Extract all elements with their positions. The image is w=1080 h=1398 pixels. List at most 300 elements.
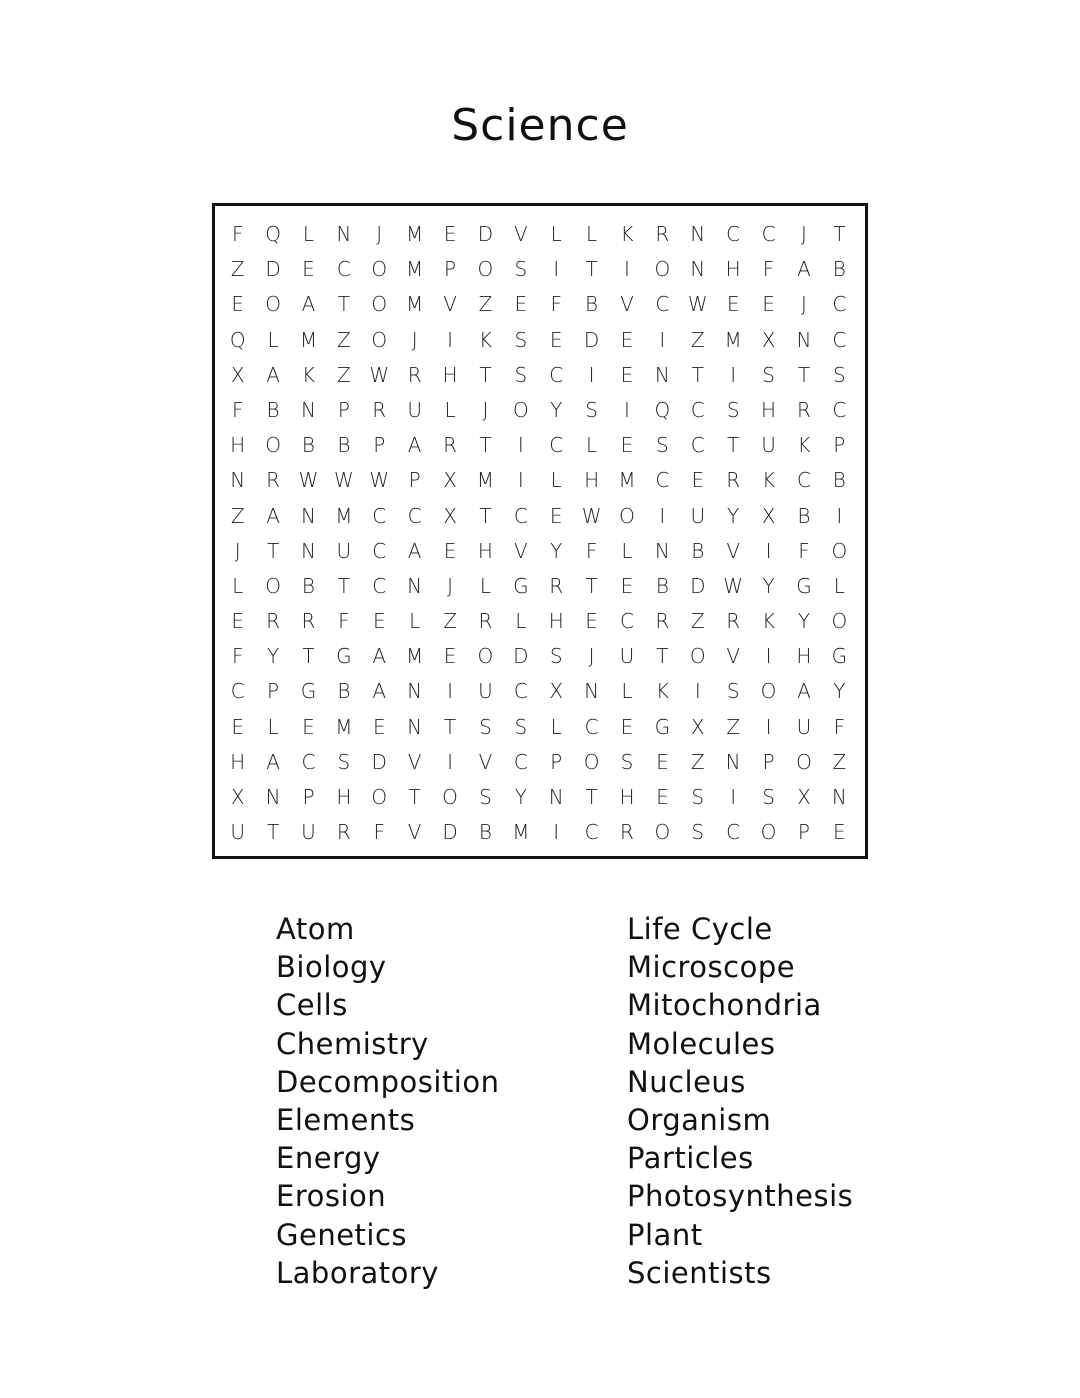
grid-letter[interactable]: B	[655, 573, 669, 598]
grid-letter[interactable]: C	[726, 820, 741, 845]
grid-letter[interactable]: S	[726, 679, 740, 704]
grid-letter[interactable]: D	[265, 257, 281, 282]
grid-letter[interactable]: G	[336, 644, 352, 669]
grid-letter[interactable]: E	[656, 785, 669, 809]
grid-letter[interactable]: I	[447, 749, 453, 774]
grid-letter[interactable]: E	[231, 714, 245, 739]
grid-letter[interactable]: K	[301, 362, 316, 387]
grid-letter[interactable]: F	[338, 609, 350, 634]
grid-letter[interactable]: I	[517, 468, 524, 493]
grid-letter[interactable]: L	[550, 468, 562, 493]
grid-letter[interactable]: T	[727, 433, 740, 458]
grid-letter[interactable]: A	[372, 679, 387, 704]
grid-letter[interactable]: V	[726, 644, 740, 669]
grid-letter[interactable]: S	[620, 749, 634, 774]
grid-letter[interactable]: O	[265, 433, 281, 458]
grid-letter[interactable]: X	[230, 362, 245, 387]
grid-letter[interactable]: N	[654, 362, 670, 387]
grid-letter[interactable]: T	[266, 538, 280, 563]
grid-letter[interactable]: L	[232, 573, 244, 598]
grid-letter[interactable]: I	[765, 538, 772, 563]
grid-letter[interactable]: P	[408, 468, 421, 493]
grid-letter[interactable]: V	[443, 292, 457, 317]
grid-letter[interactable]: P	[550, 749, 563, 774]
grid-letter[interactable]: S	[549, 644, 563, 669]
grid-letter[interactable]: C	[549, 433, 564, 458]
grid-letter[interactable]: X	[443, 468, 457, 493]
grid-letter[interactable]: C	[372, 538, 387, 563]
grid-letter[interactable]: X	[549, 679, 564, 704]
grid-letter[interactable]: Z	[230, 503, 245, 528]
grid-letter[interactable]: O	[265, 292, 281, 317]
grid-letter[interactable]: J	[411, 327, 418, 352]
grid-letter[interactable]: A	[407, 538, 422, 563]
grid-letter[interactable]: T	[337, 573, 350, 598]
grid-letter[interactable]: O	[265, 573, 281, 598]
grid-letter[interactable]: E	[762, 292, 775, 317]
grid-letter[interactable]: Y	[727, 503, 740, 528]
grid-letter[interactable]: Z	[443, 609, 457, 634]
grid-letter[interactable]: T	[479, 503, 492, 528]
grid-letter[interactable]: H	[230, 433, 246, 458]
grid-letter[interactable]: N	[336, 222, 352, 246]
grid-letter[interactable]: T	[585, 573, 598, 598]
grid-letter[interactable]: S	[479, 714, 492, 739]
grid-letter[interactable]: I	[694, 679, 701, 704]
grid-letter[interactable]: N	[300, 397, 316, 422]
grid-letter[interactable]: R	[301, 609, 316, 634]
grid-letter[interactable]: C	[372, 573, 387, 598]
grid-letter[interactable]: S	[514, 362, 528, 387]
grid-letter[interactable]: C	[407, 503, 422, 528]
grid-letter[interactable]: E	[726, 292, 740, 317]
grid-letter[interactable]: V	[620, 292, 634, 317]
grid-letter[interactable]: L	[550, 714, 562, 739]
grid-letter[interactable]: L	[515, 609, 527, 634]
grid-letter[interactable]: A	[266, 503, 280, 528]
grid-letter[interactable]: H	[336, 785, 352, 809]
grid-letter[interactable]: V	[513, 538, 528, 563]
grid-letter[interactable]: R	[443, 433, 457, 458]
grid-letter[interactable]: U	[761, 433, 776, 458]
grid-letter[interactable]: E	[585, 609, 598, 634]
grid-letter[interactable]: M	[724, 327, 742, 352]
grid-letter[interactable]: S	[762, 362, 775, 387]
grid-letter[interactable]: X	[230, 785, 245, 809]
grid-letter[interactable]: E	[620, 714, 634, 739]
grid-letter[interactable]: O	[442, 785, 458, 809]
grid-letter[interactable]: R	[266, 468, 281, 493]
grid-letter[interactable]: C	[372, 503, 387, 528]
grid-letter[interactable]: H	[230, 749, 246, 774]
grid-letter[interactable]: H	[725, 257, 741, 282]
grid-letter[interactable]: O	[371, 785, 388, 809]
grid-letter[interactable]: V	[407, 820, 422, 845]
grid-letter[interactable]: N	[831, 785, 847, 809]
grid-letter[interactable]: O	[371, 292, 388, 317]
grid-letter[interactable]: U	[690, 503, 706, 528]
grid-letter[interactable]: B	[337, 679, 351, 704]
grid-letter[interactable]: H	[477, 538, 493, 563]
grid-letter[interactable]: U	[619, 644, 635, 669]
grid-letter[interactable]: M	[512, 820, 530, 845]
grid-letter[interactable]: W	[369, 468, 390, 493]
grid-letter[interactable]: Q	[654, 397, 671, 422]
grid-letter[interactable]: E	[620, 433, 634, 458]
grid-letter[interactable]: K	[797, 433, 811, 458]
grid-letter[interactable]: K	[761, 609, 776, 634]
grid-letter[interactable]: U	[336, 538, 352, 563]
grid-letter[interactable]: A	[407, 433, 422, 458]
grid-letter[interactable]: A	[301, 292, 316, 317]
grid-letter[interactable]: O	[371, 327, 388, 352]
grid-letter[interactable]: E	[833, 820, 846, 845]
grid-letter[interactable]: N	[300, 503, 316, 528]
grid-letter[interactable]: E	[620, 573, 634, 598]
grid-letter[interactable]: J	[482, 397, 489, 422]
grid-letter[interactable]: I	[588, 362, 595, 387]
grid-letter[interactable]: I	[765, 644, 772, 669]
grid-letter[interactable]: K	[761, 468, 776, 493]
grid-letter[interactable]: E	[231, 609, 245, 634]
grid-letter[interactable]: F	[833, 714, 846, 739]
grid-letter[interactable]: O	[654, 820, 671, 845]
grid-letter[interactable]: B	[585, 292, 599, 317]
grid-letter[interactable]: D	[513, 644, 529, 669]
grid-letter[interactable]: O	[477, 644, 494, 669]
grid-letter[interactable]: C	[832, 292, 847, 317]
grid-letter[interactable]: B	[301, 433, 316, 458]
grid-letter[interactable]: N	[548, 785, 564, 809]
grid-letter[interactable]: P	[797, 820, 810, 845]
grid-letter[interactable]: D	[477, 222, 494, 246]
grid-letter[interactable]: F	[798, 538, 810, 563]
grid-letter[interactable]: U	[796, 714, 812, 739]
grid-letter[interactable]: E	[302, 714, 315, 739]
grid-letter[interactable]: P	[833, 433, 846, 458]
grid-letter[interactable]: C	[655, 468, 670, 493]
grid-letter[interactable]: M	[618, 468, 636, 493]
grid-letter[interactable]: Z	[690, 749, 705, 774]
grid-letter[interactable]: Z	[690, 327, 705, 352]
grid-letter[interactable]: L	[621, 679, 633, 704]
grid-letter[interactable]: X	[690, 714, 705, 739]
grid-letter[interactable]: I	[447, 679, 453, 704]
grid-letter[interactable]: J	[800, 222, 807, 246]
grid-letter[interactable]: T	[479, 362, 492, 387]
grid-letter[interactable]: O	[760, 679, 777, 704]
grid-letter[interactable]: A	[372, 644, 387, 669]
grid-letter[interactable]: L	[586, 433, 598, 458]
grid-letter[interactable]: P	[373, 433, 386, 458]
grid-letter[interactable]: A	[797, 679, 811, 704]
grid-letter[interactable]: S	[726, 397, 740, 422]
grid-letter[interactable]: Z	[726, 714, 741, 739]
grid-letter[interactable]: G	[654, 714, 671, 739]
grid-letter[interactable]: B	[691, 538, 705, 563]
grid-letter[interactable]: E	[549, 327, 563, 352]
grid-letter[interactable]: R	[478, 609, 493, 634]
grid-letter[interactable]: T	[833, 222, 846, 246]
grid-letter[interactable]: I	[624, 257, 630, 282]
grid-letter[interactable]: F	[231, 222, 244, 246]
grid-letter[interactable]: S	[514, 327, 528, 352]
grid-letter[interactable]: T	[691, 362, 704, 387]
grid-letter[interactable]: D	[442, 820, 458, 845]
grid-letter[interactable]: O	[512, 397, 529, 422]
grid-letter[interactable]: I	[730, 362, 737, 387]
grid-letter[interactable]: N	[300, 538, 316, 563]
grid-letter[interactable]: P	[337, 397, 350, 422]
grid-letter[interactable]: S	[337, 749, 351, 774]
grid-letter[interactable]: G	[300, 679, 317, 704]
grid-letter[interactable]: R	[266, 609, 281, 634]
grid-letter[interactable]: P	[302, 785, 315, 809]
grid-letter[interactable]: E	[372, 714, 386, 739]
grid-letter[interactable]: Z	[337, 327, 351, 352]
grid-letter[interactable]: F	[585, 538, 598, 563]
grid-letter[interactable]: A	[266, 749, 280, 774]
grid-letter[interactable]: G	[796, 573, 812, 598]
grid-letter[interactable]: F	[231, 644, 244, 669]
grid-letter[interactable]: W	[723, 573, 744, 598]
grid-letter[interactable]: S	[479, 785, 492, 809]
grid-letter[interactable]: R	[336, 820, 351, 845]
grid-letter[interactable]: H	[548, 609, 564, 634]
grid-letter[interactable]: S	[514, 257, 528, 282]
grid-letter[interactable]: M	[335, 503, 353, 528]
grid-letter[interactable]: M	[406, 257, 424, 282]
grid-letter[interactable]: N	[690, 222, 706, 246]
grid-letter[interactable]: C	[796, 468, 811, 493]
grid-letter[interactable]: E	[620, 362, 634, 387]
grid-letter[interactable]: R	[796, 397, 811, 422]
grid-letter[interactable]: D	[583, 327, 600, 352]
grid-letter[interactable]: R	[620, 820, 634, 845]
grid-letter[interactable]: C	[230, 679, 245, 704]
grid-letter[interactable]: G	[513, 573, 529, 598]
grid-letter[interactable]: E	[231, 292, 245, 317]
grid-letter[interactable]: Y	[550, 538, 563, 563]
grid-letter[interactable]: I	[659, 503, 666, 528]
grid-letter[interactable]: Y	[266, 644, 280, 669]
grid-letter[interactable]: L	[621, 538, 633, 563]
grid-letter[interactable]: L	[267, 327, 279, 352]
grid-letter[interactable]: H	[584, 468, 600, 493]
grid-letter[interactable]: L	[409, 609, 421, 634]
grid-letter[interactable]: S	[832, 362, 846, 387]
grid-letter[interactable]: C	[513, 503, 528, 528]
grid-letter[interactable]: R	[549, 573, 564, 598]
grid-letter[interactable]: W	[581, 503, 602, 528]
grid-letter[interactable]: I	[553, 820, 560, 845]
grid-letter[interactable]: Y	[833, 679, 846, 704]
grid-letter[interactable]: R	[655, 222, 670, 246]
grid-letter[interactable]: Y	[762, 573, 775, 598]
grid-letter[interactable]: S	[656, 433, 669, 458]
grid-letter[interactable]: I	[553, 257, 560, 282]
grid-letter[interactable]: U	[230, 820, 246, 845]
grid-letter[interactable]: L	[302, 222, 315, 246]
grid-letter[interactable]: P	[762, 749, 775, 774]
grid-letter[interactable]: N	[796, 327, 812, 352]
grid-letter[interactable]: A	[266, 362, 280, 387]
grid-letter[interactable]: T	[479, 433, 492, 458]
grid-letter[interactable]: N	[725, 749, 741, 774]
grid-letter[interactable]: N	[230, 468, 246, 493]
grid-letter[interactable]: M	[299, 327, 318, 352]
grid-letter[interactable]: S	[762, 785, 775, 809]
grid-letter[interactable]: W	[369, 362, 390, 387]
grid-letter[interactable]: L	[444, 397, 456, 422]
grid-letter[interactable]: W	[687, 292, 708, 317]
grid-letter[interactable]: W	[298, 468, 319, 493]
grid-letter[interactable]: K	[620, 222, 634, 246]
grid-letter[interactable]: E	[656, 749, 669, 774]
grid-letter[interactable]: O	[654, 257, 671, 282]
grid-letter[interactable]: W	[333, 468, 354, 493]
grid-letter[interactable]: O	[371, 257, 388, 282]
grid-letter[interactable]: J	[800, 292, 807, 317]
grid-letter[interactable]: B	[832, 257, 846, 282]
grid-letter[interactable]: B	[301, 573, 316, 598]
grid-letter[interactable]: V	[513, 222, 528, 246]
grid-letter[interactable]: Q	[229, 327, 246, 352]
grid-letter[interactable]: I	[624, 397, 630, 422]
grid-letter[interactable]: C	[584, 820, 599, 845]
grid-letter[interactable]: I	[659, 327, 666, 352]
grid-letter[interactable]: Z	[832, 749, 847, 774]
grid-letter[interactable]: T	[337, 292, 350, 317]
grid-letter[interactable]: C	[726, 222, 741, 246]
grid-letter[interactable]: P	[267, 679, 280, 704]
grid-letter[interactable]: C	[549, 362, 564, 387]
grid-letter[interactable]: Y	[550, 397, 563, 422]
grid-letter[interactable]: R	[372, 397, 387, 422]
grid-letter[interactable]: O	[760, 820, 777, 845]
grid-letter[interactable]: I	[765, 714, 772, 739]
grid-letter[interactable]: T	[797, 362, 811, 387]
grid-letter[interactable]: Y	[514, 785, 527, 809]
grid-letter[interactable]: B	[797, 503, 811, 528]
grid-letter[interactable]: N	[584, 679, 600, 704]
grid-letter[interactable]: R	[407, 362, 422, 387]
grid-letter[interactable]: H	[761, 397, 777, 422]
grid-letter[interactable]: F	[231, 397, 244, 422]
grid-letter[interactable]: D	[371, 749, 387, 774]
grid-letter[interactable]: E	[549, 503, 563, 528]
grid-letter[interactable]: B	[832, 468, 846, 493]
grid-letter[interactable]: M	[476, 468, 495, 493]
grid-letter[interactable]: A	[797, 257, 811, 282]
grid-letter[interactable]: C	[301, 749, 316, 774]
grid-letter[interactable]: L	[586, 222, 598, 246]
grid-letter[interactable]: Z	[478, 292, 493, 317]
grid-letter[interactable]: U	[407, 397, 422, 422]
grid-letter[interactable]: X	[761, 503, 776, 528]
grid-letter[interactable]: L	[267, 714, 279, 739]
grid-letter[interactable]: S	[585, 397, 598, 422]
grid-letter[interactable]: C	[655, 292, 670, 317]
grid-letter[interactable]: C	[584, 714, 599, 739]
grid-letter[interactable]: L	[479, 573, 491, 598]
grid-letter[interactable]: K	[478, 327, 492, 352]
grid-letter[interactable]: J	[447, 573, 453, 598]
grid-letter[interactable]: X	[797, 785, 811, 809]
grid-letter[interactable]: P	[444, 257, 457, 282]
grid-letter[interactable]: Y	[797, 609, 811, 634]
grid-letter[interactable]: N	[265, 785, 281, 809]
grid-letter[interactable]: L	[833, 573, 845, 598]
grid-letter[interactable]: R	[726, 468, 741, 493]
grid-letter[interactable]: M	[406, 292, 424, 317]
grid-letter[interactable]: K	[655, 679, 669, 704]
grid-letter[interactable]: R	[655, 609, 670, 634]
grid-letter[interactable]: E	[372, 609, 386, 634]
grid-letter[interactable]: O	[477, 257, 494, 282]
grid-letter[interactable]: S	[691, 785, 705, 809]
grid-letter[interactable]: M	[335, 714, 353, 739]
grid-letter[interactable]: T	[266, 820, 280, 845]
grid-letter[interactable]: E	[514, 292, 528, 317]
grid-letter[interactable]: F	[762, 257, 775, 282]
grid-letter[interactable]: J	[588, 644, 595, 669]
grid-letter[interactable]: B	[478, 820, 492, 845]
grid-letter[interactable]: T	[585, 785, 598, 809]
grid-letter[interactable]: Z	[230, 257, 245, 282]
grid-letter[interactable]: O	[619, 503, 635, 528]
grid-letter[interactable]: M	[406, 222, 424, 246]
grid-letter[interactable]: N	[407, 714, 423, 739]
grid-letter[interactable]: H	[796, 644, 812, 669]
grid-letter[interactable]: E	[443, 222, 457, 246]
grid-letter[interactable]: N	[690, 257, 706, 282]
grid-letter[interactable]: B	[266, 397, 280, 422]
grid-letter[interactable]: O	[583, 749, 600, 774]
grid-letter[interactable]: R	[726, 609, 741, 634]
grid-letter[interactable]: H	[442, 362, 458, 387]
grid-letter[interactable]: C	[761, 222, 776, 246]
grid-letter[interactable]: I	[836, 503, 843, 528]
grid-letter[interactable]: U	[301, 820, 316, 845]
grid-letter[interactable]: M	[406, 644, 424, 669]
grid-letter[interactable]: J	[376, 222, 383, 246]
grid-letter[interactable]: F	[550, 292, 562, 317]
grid-letter[interactable]: J	[234, 538, 241, 563]
grid-letter[interactable]: C	[690, 397, 705, 422]
grid-letter[interactable]: O	[831, 538, 848, 563]
grid-letter[interactable]: B	[337, 433, 351, 458]
grid-letter[interactable]: N	[407, 679, 423, 704]
grid-letter[interactable]: C	[513, 679, 528, 704]
grid-letter[interactable]: N	[407, 573, 423, 598]
grid-letter[interactable]: I	[730, 785, 737, 809]
grid-letter[interactable]: Z	[690, 609, 705, 634]
grid-letter[interactable]: E	[691, 468, 705, 493]
grid-letter[interactable]: U	[478, 679, 493, 704]
grid-letter[interactable]: L	[550, 222, 562, 246]
grid-letter[interactable]: C	[336, 257, 351, 282]
grid-letter[interactable]: E	[443, 644, 457, 669]
grid-letter[interactable]: I	[447, 327, 453, 352]
grid-letter[interactable]: V	[726, 538, 740, 563]
grid-letter[interactable]: T	[656, 644, 669, 669]
grid-letter[interactable]: E	[302, 257, 315, 282]
grid-letter[interactable]: S	[691, 820, 705, 845]
grid-letter[interactable]: T	[408, 785, 421, 809]
grid-letter[interactable]: C	[690, 433, 705, 458]
grid-letter[interactable]: E	[620, 327, 634, 352]
